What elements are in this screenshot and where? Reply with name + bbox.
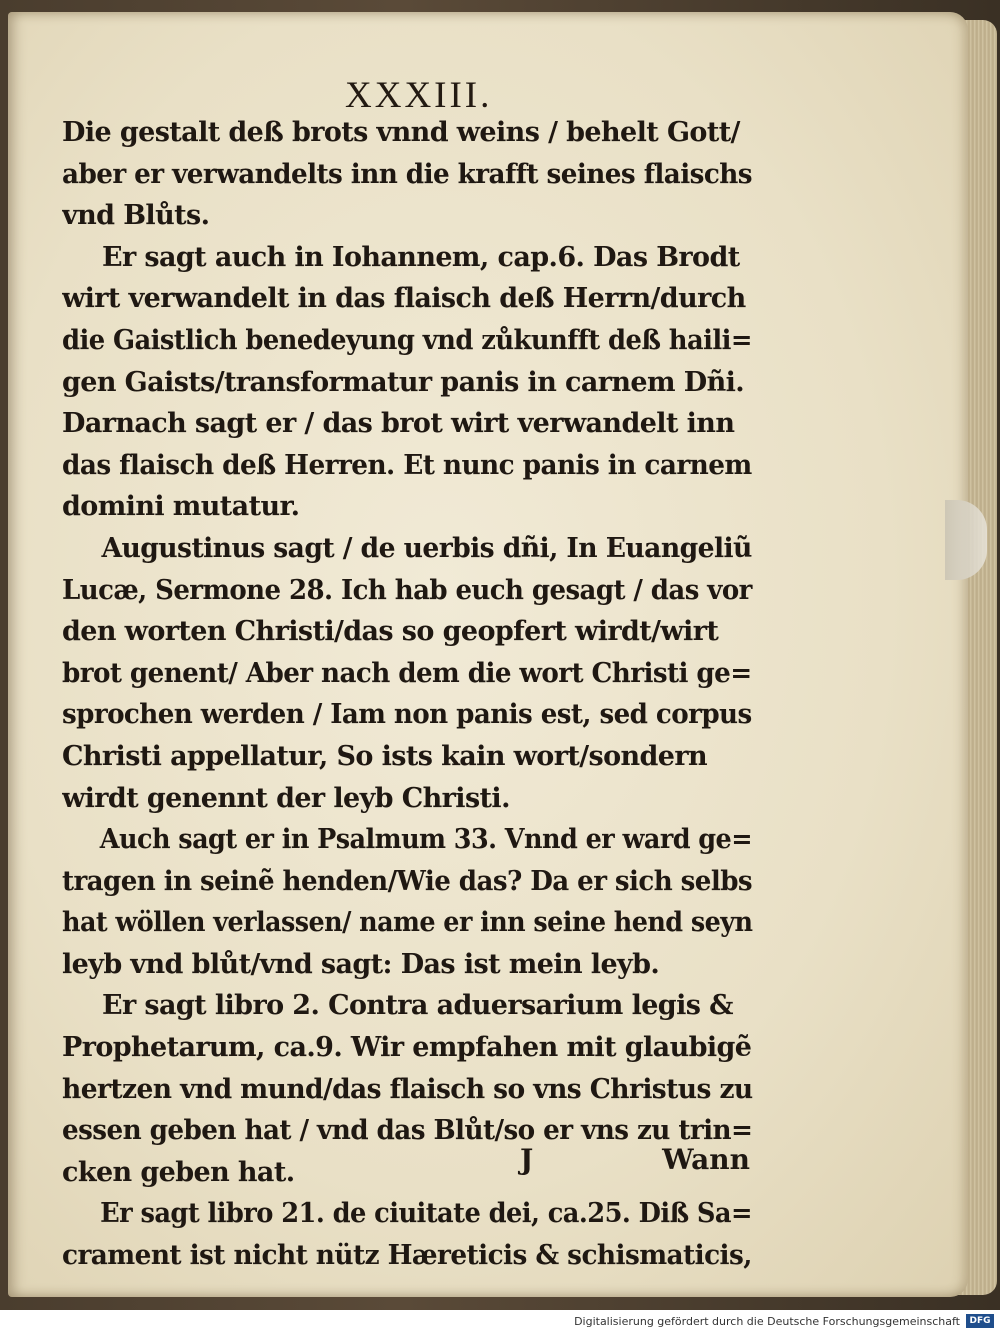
text-line: Christi appellatur, So ists kain wort/sondern [62,740,708,772]
page-text [62,112,752,1277]
text-line: brot genent/ Aber nach dem die wort Christi ge= [62,657,752,689]
text-line: den worten Christi/das so geopfert wirdt/wirt [62,616,719,648]
text-line: vnd Blůts. [62,200,210,232]
text-line: tragen in seinẽ henden/Wie das? Da er sich selbs [62,865,753,897]
text-line: Darnach sagt er / das brot wirt verwandelt inn [62,408,735,440]
text-line: wirt verwandelt in das flaisch deß Herrn/durch [62,283,746,315]
footer-credit: Digitalisierung gefördert durch die Deutsche Forschungsgemeinschaft [574,1315,960,1328]
dfg-logo: DFG [966,1314,994,1328]
text-line: hat wöllen verlassen/ name er inn seine hend seyn [62,907,753,939]
signature-mark: J [520,1143,534,1176]
text-line: Er sagt libro 21. de ciuitate dei, ca.25. Diß Sa= [100,1198,752,1230]
text-line: das flaisch deß Herren. Et nunc panis in carnem [62,449,752,481]
text-line: sprochen werden / Iam non panis est, sed corpus [62,699,752,731]
text-line: gen Gaists/transformatur panis in carnem Dñi. [62,366,745,398]
text-line: domini mutatur. [62,491,300,523]
text-line: Augustinus sagt / de uerbis dñi, In Euangeliũ [101,532,752,564]
footer-bar [0,1310,1000,1333]
bookmark-tab [945,500,987,580]
text-line: crament ist nicht nütz Hæreticis & schismaticis, [62,1240,752,1272]
catchword: Wann [662,1143,750,1176]
text-line: cken geben hat. [62,1156,295,1188]
text-line: leyb vnd blůt/vnd sagt: Das ist mein leyb. [62,948,660,980]
text-line: essen geben hat / vnd das Blůt/so er vns zu trin= [62,1115,753,1147]
text-line: hertzen vnd mund/das flaisch so vns Christus zu [62,1073,753,1105]
text-line: Er sagt libro 2. Contra aduersarium legis & [102,990,733,1022]
page-number: XXXIII. [345,75,493,116]
text-line: Er sagt auch in Iohannem, cap.6. Das Brodt [102,241,740,273]
text-line: Auch sagt er in Psalmum 33. Vnnd er ward ge= [99,824,753,856]
text-line: Lucæ, Sermone 28. Ich hab euch gesagt / das vor [62,574,752,606]
text-line: wirdt genennt der leyb Christi. [62,782,510,814]
text-line: aber er verwandelts inn die krafft seines flaischs [62,158,752,190]
text-line: Prophetarum, ca.9. Wir empfahen mit glaubigẽ [62,1032,752,1064]
text-line: Die gestalt deß brots vnnd weins / behelt Gott/ [62,117,740,148]
catchwords [520,1143,750,1176]
text-line: die Gaistlich benedeyung vnd zůkunfft deß haili= [62,324,752,356]
